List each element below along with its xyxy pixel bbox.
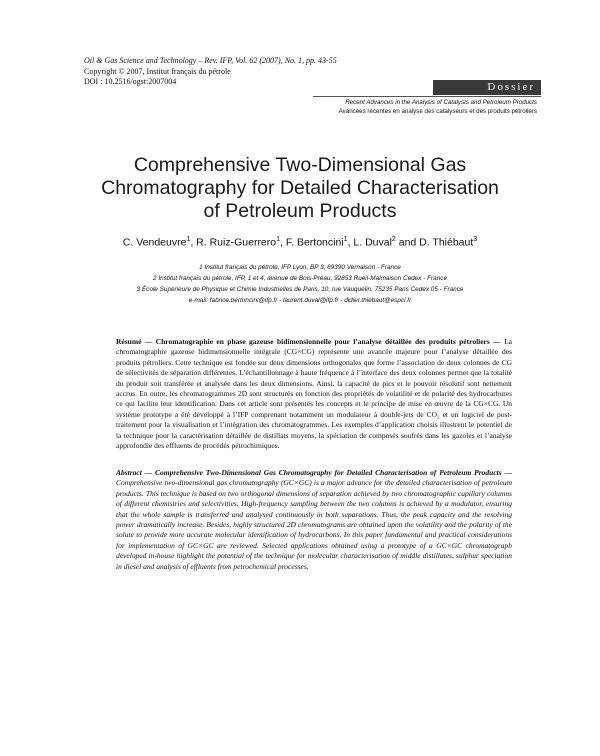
resume-body: La chromatographie gazeuse bidimensionnelle intégrale (CG×CG) représente une avancée majeure pour l’analyse détaillée des produits pétroliers. Cette technique est fondée sur deux dimensions orthogonales que forme l’association de deux colonnes de CG de sélectivités de séparation différentes. L’échantillonnage à haute fréquence à l’interface des deux colonnes permet que la totalité du produit soit transférée et analysée dans les deux dimensions. Ainsi, la capacité de pics et le pouvoir résolutif sont nettement accrus. En outre, les chromatogrammes 2D sont structurés en fonction des propriétés de volatilité et de polarité des hydrocarbures ce qui facilite leur identification. Dans cet article sont présentés les concepts et le principe de mise en œuvre de la CG×CG. Un système prototype a été développé à l’IFP comprenant notamment un modulateur à double-jets de CO₂ et un logiciel de post-traitement pour la visualisation et l’intégration des chromatogrammes. Les exemples d’application choisis illustrent le potentiel de la technique pour la caractérisation détaillée de distillats moyens, la spéciation de composés soufrés dans les gazoles et l’analyse approfondie des effluents de procédés pétrochimiques. [116, 337, 512, 451]
dossier-subtitle-fr: Avancées récentes en analyse des catalyseurs et des produits pétroliers [338, 108, 537, 115]
author-affiliation-mark: 3 [473, 236, 478, 243]
title-line-1: Comprehensive Two-Dimensional Gas [133, 154, 467, 176]
abstract-heading: Abstract — Comprehensive Two-Dimensional Gas Chromatography for Detailed Characterisation of Petroleum Products — [116, 468, 512, 477]
contact-emails: e-mail: fabrice.bertoncini@ifp.fr - laurent.duval@ifp.fr - didier.thiebaut@espci.fr [188, 297, 412, 304]
title-line-3: of Petroleum Products [203, 200, 397, 222]
resume-heading: Résumé — Chromatographie en phase gazeuse bidimensionnelle pour l’analyse détaillée des produits pétroliers — [116, 337, 501, 346]
doi-line: DOI : 10.2516/ogst:2007004 [84, 77, 177, 86]
author-affiliation-mark: 2 [391, 236, 396, 243]
author-affiliation-mark: 1 [343, 236, 348, 243]
author-name: C. Vendeuvre [122, 236, 187, 249]
author-affiliation-mark: 1 [186, 236, 191, 243]
dossier-subtitle-en: Recent Advances in the Analysis of Catalysts and Petroleum Products [345, 99, 537, 106]
affiliation-3: 3 École Supérieure de Physique et Chimie Industrielles de Paris, 10, rue Vauquelin, 75235 Paris Cedex 05 - France [136, 286, 464, 293]
title-line-2: Chromatography for Detailed Characterisation [101, 177, 499, 199]
abstract-body: Comprehensive two-dimensional gas chromatography (GC×GC) is a major advance for the detailed characterisation of petroleum products. This technique is based on two orthogonal dimensions of separation achieved by two chromatographic capillary columns of different chemistries and selectivities. High-frequency sampling between the two columns is achieved by a modulator, ensuring that the whole sample is transferred and analysed continuously in both separations. Thus, the peak capacity and the resolving power dramatically increase. Besides, highly structured 2D chromatograms are obtained upon the volatility and the polarity of the solute to provide more accurate molecular identification of hydrocarbons. In this paper fundamental and practical considerations for implementation of GC×GC are reviewed. Selected applications obtained using a prototype of a GC×GC chromatograph developed in-house highlight the potential of the technique for molecular characterisation of middle distillates, sulphur speciation in diesel and analysis of effluents from petrochemical processes. [116, 478, 512, 571]
author-name: and D. Thiébaut [395, 236, 474, 249]
author-name: , L. Duval [347, 236, 392, 249]
author-name: , F. Bertoncini [280, 236, 344, 249]
affiliations [60, 262, 540, 306]
author-list [60, 236, 540, 249]
paper-title [60, 154, 540, 223]
abstract-english [116, 468, 512, 572]
copyright-line: Copyright © 2007, Institut français du pétrole [84, 66, 231, 76]
affiliation-1: 1 Institut français du pétrole, IFP Lyon, BP 3, 69390 Vernaison - France [199, 264, 401, 271]
resume-french [116, 337, 512, 451]
affiliation-2: 2 Institut français du pétrole, IFP, 1 et 4, avenue de Bois-Préau, 92853 Rueil-Malmaison Cedex - France [152, 275, 447, 282]
author-affiliation-mark: 1 [276, 236, 281, 243]
dossier-label: Dossier [433, 80, 541, 95]
dossier-box [313, 80, 541, 116]
dossier-subtitles [313, 97, 541, 116]
journal-title-line: Oil & Gas Science and Technology – Rev. IFP, Vol. 62 (2007), No. 1, pp. 43-55 [84, 56, 337, 65]
journal-header [84, 56, 337, 88]
author-name: , R. Ruiz-Guerrero [190, 236, 277, 249]
